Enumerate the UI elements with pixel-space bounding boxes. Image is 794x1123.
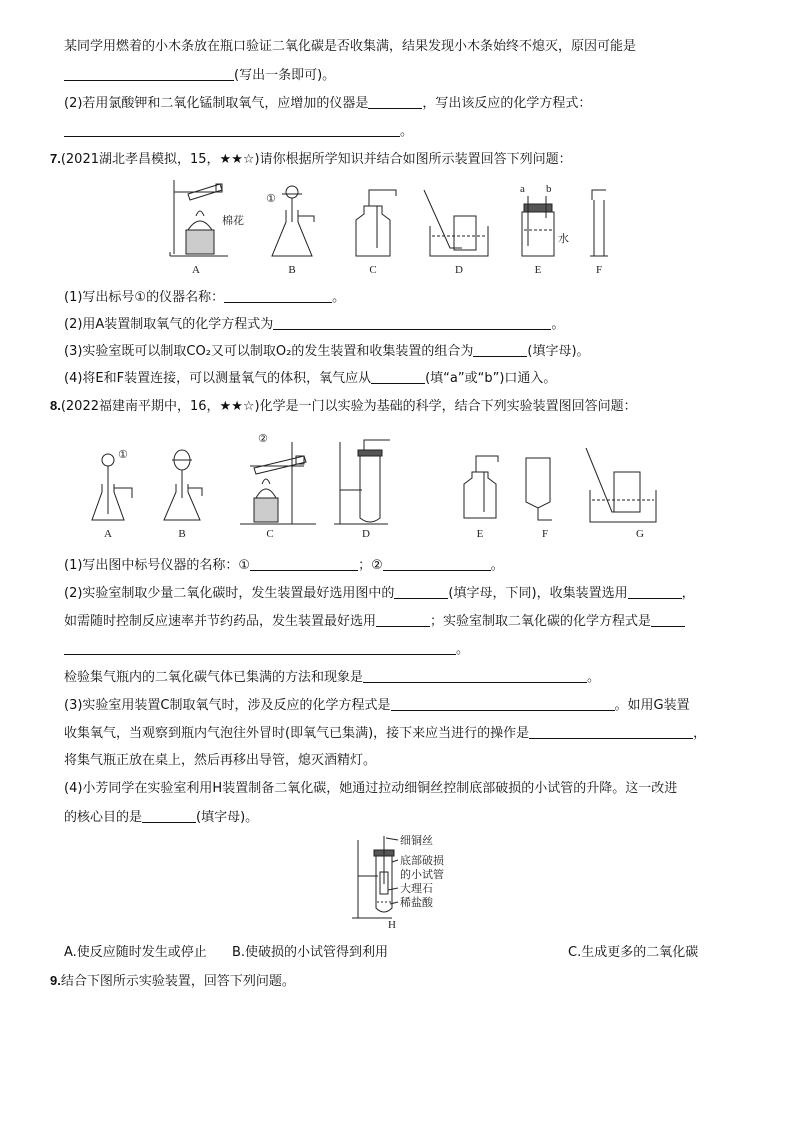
q8-stem: 8.(2022福建南平期中，16，★★☆)化学是一门以实验为基础的科学，结合下列实验装置图回答问题： [50, 398, 637, 414]
circle-mark-1: ① [266, 192, 276, 205]
q8-h-figure [346, 832, 466, 932]
answer-blank[interactable] [383, 556, 491, 571]
q8-part-4a: (4)小芳同学在实验室利用H装置制备二氧化碳，她通过拉动细铜丝控制底部破损的小试管的升降。这一改进 [64, 781, 678, 796]
marble-label: 大理石 [400, 882, 433, 895]
fig-label-f: F [595, 264, 603, 276]
fig-label-d: D [455, 264, 463, 276]
fig-label-e: E [476, 528, 484, 540]
answer-blank[interactable] [651, 612, 685, 627]
apparatus-b [272, 186, 314, 256]
apparatus-a [92, 454, 132, 520]
answer-blank[interactable] [529, 724, 693, 739]
answer-blank[interactable] [391, 696, 615, 711]
q8-part-3c: 将集气瓶正放在桌上，然后再移出导管，熄灭酒精灯。 [64, 753, 377, 768]
mark-1: ① [118, 448, 128, 461]
fig-label-c: C [369, 264, 377, 276]
answer-blank[interactable] [371, 369, 425, 384]
fig-label-a: A [192, 264, 200, 276]
answer-blank[interactable] [142, 808, 196, 823]
q7-part-2: (2)用A装置制取氧气的化学方程式为 。 [64, 317, 565, 332]
broken-bottom-label: 底部破损 [400, 854, 444, 867]
q8-part-2a: (2)实验室制取少量二氧化碳时，发生装置最好选用图中的 (填字母，下同)，收集装置选用 ， [64, 586, 695, 601]
fig-label-d: D [362, 528, 370, 540]
apparatus-f [526, 458, 552, 520]
apparatus-b [164, 450, 202, 520]
answer-blank[interactable] [363, 668, 587, 683]
q8-part-2b: 如需随时控制反应速率并节约药品，发生装置最好选用 ；实验室制取二氧化碳的化学方程式是 [64, 612, 685, 631]
q8-figure [90, 428, 680, 540]
answer-blank[interactable] [224, 288, 332, 303]
mark-2: ② [258, 432, 268, 445]
intro-q2: (2)若用氯酸钾和二氧化锰制取氧气，应增加的仪器是 ，写出该反应的化学方程式： [64, 96, 592, 111]
intro-line-1: 某同学用燃着的小木条放在瓶口验证二氧化碳是否收集满，结果发现小木条始终不熄灭，原因可能是 [64, 39, 637, 54]
water-label: 水 [558, 232, 569, 245]
answer-blank[interactable] [64, 640, 456, 655]
q7-part-4: (4)将E和F装置连接，可以测量氧气的体积，氧气应从 (填“a”或“b”)口通入。 [64, 371, 557, 386]
fig-label-a: A [104, 528, 112, 540]
apparatus-e [522, 196, 554, 256]
answer-blank[interactable] [473, 342, 527, 357]
fig-label-c: C [266, 528, 274, 540]
apparatus-c [240, 442, 316, 524]
q8-apparatus-diagram [90, 428, 680, 540]
q9-stem: 9.结合下图所示实验装置，回答下列问题。 [50, 973, 295, 989]
q8-part-4b: 的核心目的是 (填字母)。 [64, 810, 259, 825]
fig-label-b: B [288, 264, 296, 276]
answer-blank[interactable] [394, 584, 448, 599]
apparatus-h-diagram [346, 832, 466, 932]
answer-blank[interactable] [376, 612, 430, 627]
option-b[interactable]: B.使破损的小试管得到利用 [232, 945, 389, 960]
hcl-label: 稀盐酸 [400, 896, 433, 909]
option-a[interactable]: A.使反应随时发生或停止 [64, 945, 207, 960]
fig-label-e: E [534, 264, 542, 276]
q7-apparatus-diagram [166, 172, 626, 278]
intro-line-2: (写出一条即可)。 [64, 66, 335, 85]
answer-blank[interactable] [628, 584, 682, 599]
answer-blank[interactable] [368, 94, 422, 109]
q8-part-2c: 。 [64, 640, 469, 659]
apparatus-f [590, 190, 608, 256]
fig-label-f: F [541, 528, 549, 540]
answer-blank[interactable] [64, 122, 400, 137]
apparatus-e [464, 456, 498, 518]
cotton-label: 棉花 [222, 214, 244, 227]
copper-wire-label: 细铜丝 [400, 834, 433, 847]
fig-label-b: B [178, 528, 186, 540]
q7-part-3: (3)实验室既可以制取CO₂又可以制取O₂的发生装置和收集装置的组合为 (填字母)。 [64, 344, 590, 359]
q7-figure [166, 172, 626, 278]
q7-stem: 7.(2021湖北孝昌模拟，15，★★☆)请你根据所学知识并结合如图所示装置回答下列问题： [50, 151, 572, 167]
answer-blank[interactable] [250, 556, 358, 571]
apparatus-a [170, 180, 228, 256]
intro-q2-equation: 。 [64, 122, 413, 141]
q8-part-1: (1)写出图中标号仪器的名称：① ；② 。 [64, 558, 504, 573]
q8-part-2d: 检验集气瓶内的二氧化碳气体已集满的方法和现象是 。 [64, 670, 601, 685]
answer-blank[interactable] [273, 315, 551, 330]
q8-part-3a: (3)实验室用装置C制取氧气时，涉及反应的化学方程式是 。如用G装置 [64, 698, 690, 713]
q8-part-3b: 收集氧气，当观察到瓶内气泡往外冒时(即氧气已集满)，接下来应当进行的操作是 ， [64, 726, 707, 741]
apparatus-d [334, 440, 390, 524]
small-tube-label: 的小试管 [400, 868, 444, 881]
fig-label-h: H [388, 919, 396, 931]
apparatus-d [424, 190, 488, 256]
apparatus-c [356, 190, 396, 256]
option-c[interactable]: C.生成更多的二氧化碳 [568, 945, 699, 960]
port-b-label: b [546, 183, 552, 195]
port-a-label: a [520, 183, 525, 195]
fig-label-g: G [636, 528, 644, 540]
q7-part-1: (1)写出标号①的仪器名称： 。 [64, 290, 346, 305]
answer-blank[interactable] [64, 66, 234, 81]
apparatus-g [586, 448, 656, 522]
